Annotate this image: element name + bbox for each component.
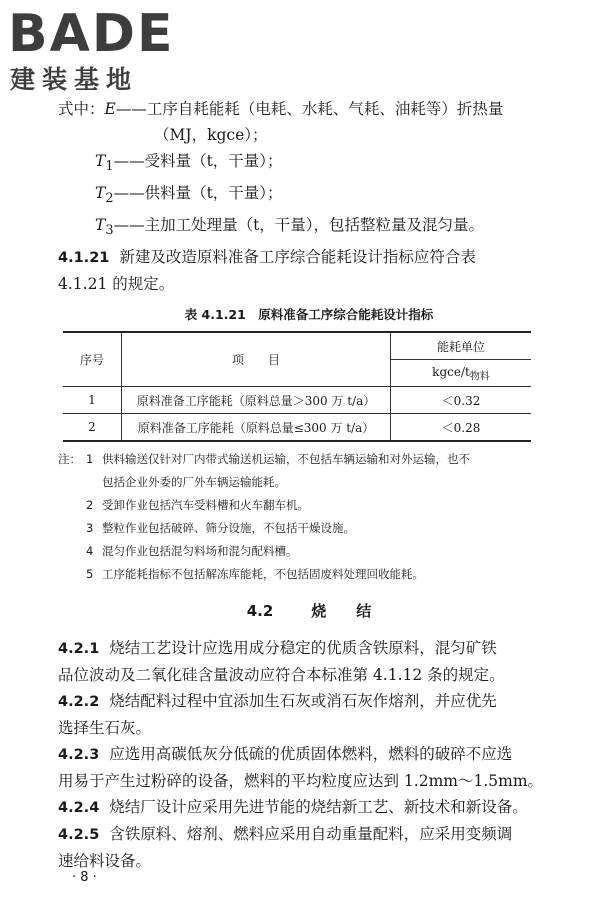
note-item — [58, 494, 560, 517]
section-title: 烧 结 — [311, 602, 372, 621]
cell-no: 2 — [63, 414, 122, 442]
symbol-t: T — [95, 216, 106, 235]
clause-4-1-21-cont: 4.1.21 的规定。 — [58, 275, 175, 294]
note-text: 工序能耗指标不包括解冻库能耗，不包括固废料处理回收能耗。 — [102, 567, 424, 582]
subscript: 3 — [105, 223, 114, 239]
symbol-t: T — [95, 184, 106, 203]
page-number: · 8 · — [72, 870, 97, 885]
dash: —— — [113, 184, 145, 203]
cell-no: 1 — [63, 387, 122, 414]
header-no: 序号 — [63, 332, 122, 387]
header-unit: 能耗单位 — [391, 332, 532, 360]
note-number: 1 — [86, 452, 94, 467]
clause-4-2-2 — [58, 688, 560, 741]
formula-desc-e-cont: （MJ，kgce）； — [154, 126, 268, 144]
clause-text-cont: 品位波动及二氧化硅含量波动应符合本标准第 4.1.12 条的规定。 — [58, 666, 505, 685]
energy-table — [63, 331, 531, 442]
header-unit-value — [391, 360, 532, 387]
clause-number: 4.2.2 — [58, 694, 100, 711]
clause-4-2-4 — [58, 794, 560, 821]
watermark-logo — [8, 4, 178, 94]
unit-subscript: 物料 — [469, 370, 490, 382]
formula-text: 供料量（t，干量）； — [144, 184, 283, 203]
note-item — [58, 448, 560, 471]
clause-text: 烧结厂设计应采用先进节能的烧结新工艺、新技术和新设备。 — [109, 798, 528, 817]
cell-value: ＜0.28 — [391, 414, 532, 442]
clause-number: 4.2.4 — [58, 800, 100, 817]
notes-lead: 注： — [58, 452, 81, 467]
formula-desc-t3 — [58, 212, 560, 244]
dash: —— — [115, 100, 147, 118]
note-item — [58, 517, 560, 540]
table-row — [63, 414, 531, 442]
table-notes — [58, 448, 560, 586]
dash: —— — [113, 152, 145, 170]
note-continuation: 包括企业外委的厂外车辆运输能耗。 — [102, 475, 286, 490]
clause-text-cont: 选择生石灰。 — [58, 719, 152, 738]
symbol-e: E — [104, 100, 116, 118]
dash: —— — [113, 216, 145, 235]
clause-4-2-3 — [58, 741, 560, 794]
clause-4-2-5 — [58, 821, 560, 874]
section-heading — [58, 600, 560, 621]
table-header-row — [63, 332, 531, 360]
note-text: 混匀作业包括混匀料场和混匀配料槽。 — [102, 544, 298, 559]
note-number: 3 — [86, 521, 94, 536]
logo-subtitle: 建装基地 — [10, 65, 139, 94]
formula-text: 受料量（t，干量）； — [144, 152, 283, 170]
clause-4-1-21 — [58, 244, 560, 271]
note-text: 受卸作业包括汽车受料槽和火车翻车机。 — [102, 498, 309, 513]
formula-text: 工序自耗能耗（电耗、水耗、气耗、油耗等）折热量 — [146, 100, 504, 118]
subscript: 2 — [105, 191, 114, 207]
formula-desc-e — [58, 96, 560, 122]
cell-item: 原料准备工序能耗（原料总量＞300 万 t/a） — [122, 387, 391, 414]
formula-text: 主加工处理量（t，干量），包括整粒量及混匀量。 — [144, 216, 485, 235]
table-row — [63, 387, 531, 414]
formula-lead: 式中： — [58, 100, 105, 118]
clause-text: 烧结配料过程中宜添加生石灰或消石灰作熔剂，并应优先 — [109, 692, 497, 711]
clause-text: 含铁原料、熔剂、燃料应采用自动重量配料，应采用变频调 — [109, 825, 513, 844]
clause-number: 4.1.21 — [58, 250, 110, 267]
clause-number: 4.2.1 — [58, 641, 100, 658]
clause-text-cont: 用易于产生过粉碎的设备，燃料的平均粒度应达到 1.2mm～1.5mm。 — [58, 772, 544, 791]
clause-4-2-1 — [58, 635, 560, 688]
formula-desc-t2 — [58, 180, 560, 212]
header-item: 项 目 — [122, 332, 391, 387]
note-number: 4 — [86, 544, 94, 559]
clause-text: 新建及改造原料准备工序综合能耗设计指标应符合表 — [119, 248, 476, 267]
document-body — [58, 96, 560, 874]
subscript: 1 — [105, 159, 114, 175]
clause-text: 应选用高碳低灰分低硫的优质固体燃料，燃料的破碎不应选 — [109, 745, 513, 764]
note-item — [58, 540, 560, 563]
note-item — [58, 563, 560, 586]
clause-text-cont: 速给料设备。 — [58, 852, 152, 871]
note-text: 供料输送仅针对厂内带式输送机运输，不包括车辆运输和对外运输，也不 — [102, 452, 470, 467]
clause-text: 烧结工艺设计应选用成分稳定的优质含铁原料，混匀矿铁 — [109, 639, 497, 658]
table-title: 表 4.1.21 原料准备工序综合能耗设计指标 — [184, 307, 434, 323]
logo-brand: BADE — [8, 4, 175, 64]
note-text: 整粒作业包括破碎、筛分设施，不包括干燥设施。 — [102, 521, 355, 536]
note-number: 2 — [86, 498, 94, 513]
cell-item: 原料准备工序能耗（原料总量≤300 万 t/a） — [122, 414, 391, 442]
note-number: 5 — [86, 567, 94, 582]
cell-value: ＜0.32 — [391, 387, 532, 414]
clause-number: 4.2.3 — [58, 747, 100, 764]
unit-value: kgce/t — [432, 364, 470, 379]
section-number: 4.2 — [246, 602, 274, 621]
formula-desc-t1 — [58, 148, 560, 180]
symbol-t: T — [95, 152, 106, 170]
clause-number: 4.2.5 — [58, 827, 100, 844]
